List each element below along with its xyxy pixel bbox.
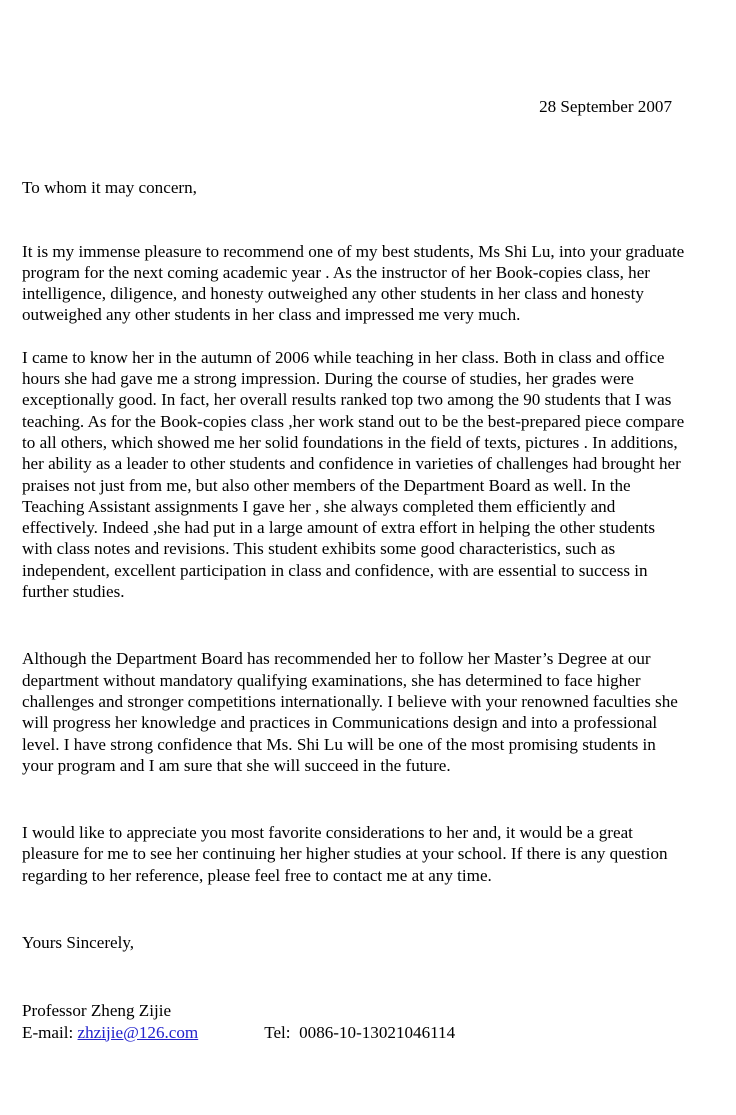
spacer (22, 886, 714, 932)
letter-date: 28 September 2007 (539, 97, 672, 116)
spacer (22, 326, 687, 347)
tel-number: 0086-10-13021046114 (299, 1022, 456, 1042)
letter-closing: Yours Sincerely, (22, 933, 135, 953)
signature-block (22, 1000, 714, 1043)
spacer (22, 602, 687, 648)
tel-label: Tel: (264, 1022, 300, 1042)
letter-body (22, 241, 687, 886)
spacer (22, 199, 714, 241)
letter-salutation: To whom it may concern, (22, 178, 197, 198)
spacer (22, 776, 687, 822)
spacer (22, 979, 714, 1000)
paragraph-4: I would like to appreciate you most favorite considerations to her and, it would be a great pleasure for me to see her continuing her higher studies at your school. If there is any question regarding to her reference, please feel free to contact me at any time. (22, 823, 668, 885)
paragraph-2: I came to know her in the autumn of 2006 while teaching in her class. Both in class and office hours she had gave me a strong impression. During the course of studies, her grades were exceptionally good. In fact, her overall results ranked top two among the 90 students that I was teaching. As for the Book-copies class ,her work stand out to be the best-prepared piece compare to all others, which showed me her solid foundations in the field of texts, pictures . In additions, her ability as a leader to other students and confidence in varieties of challenges had brought her praises not just from me, but also other members of the Department Board as well. In the Teaching Assistant assignments I gave her , she always completed them efficiently and effectively. Indeed ,she had put in a large amount of extra effort in helping the other students with class notes and revisions. This student exhibits some good characteristics, such as independent, excellent participation in class and confidence, with are essential to success in further studies. (22, 347, 685, 602)
email-label: E-mail: (22, 1022, 78, 1042)
email-link[interactable]: zhzijie@126.com (77, 1022, 199, 1042)
paragraph-1: It is my immense pleasure to recommend one of my best students, Ms Shi Lu, into your graduate program for the next coming academic year . As the instructor of her Book-copies class, her intelligence, diligence, and honesty outweighed any other students in her class and honesty outweighed any other students in her class and impressed me very much. (22, 241, 685, 325)
signer-name: Professor Zheng Zijie (22, 1001, 172, 1021)
paragraph-3: Although the Department Board has recommended her to follow her Master’s Degree at our department without mandatory qualifying examinations, she has determined to face higher challenges and stronger competitions internationally. I believe with your renowned faculties she will progress her knowledge and practices in Communications design and into a professional level. I have strong confidence that Ms. Shi Lu will be one of the most promising students in your program and I am sure that she will succeed in the future. (22, 649, 678, 775)
contact-row (22, 1022, 714, 1043)
spacer (22, 953, 714, 979)
